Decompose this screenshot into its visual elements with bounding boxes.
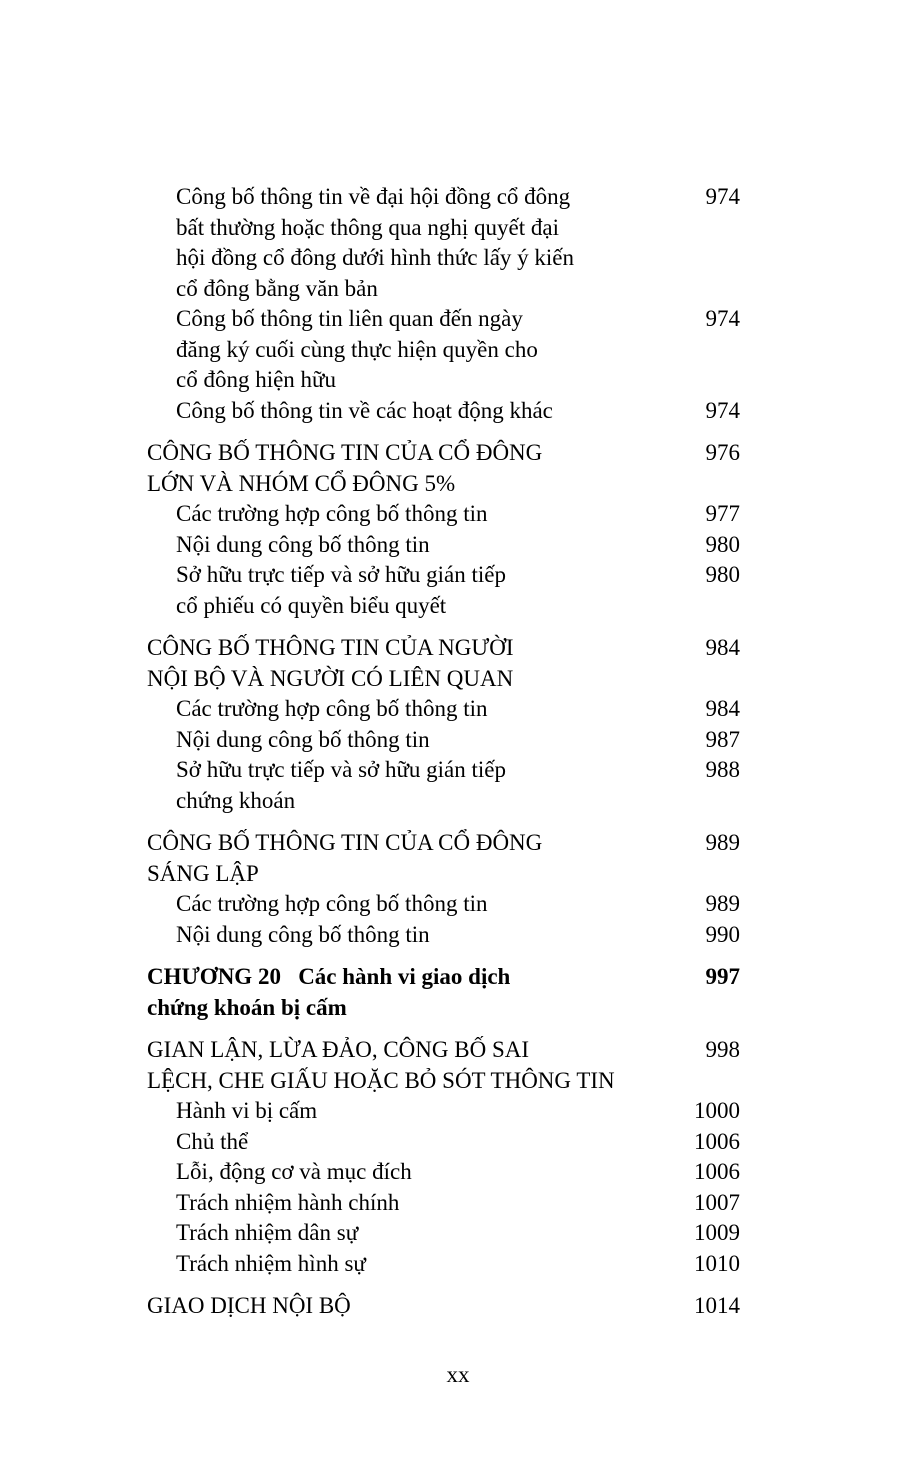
toc-entry-line: Sở hữu trực tiếp và sở hữu gián tiếp <box>176 562 507 587</box>
toc-entry <box>147 396 740 427</box>
toc-entry <box>147 1249 740 1280</box>
toc-entry-page-number: 997 <box>705 964 740 989</box>
toc-entry-title <box>176 1249 366 1280</box>
toc-entry-title <box>176 694 487 725</box>
toc-entry-line: chứng khoán bị cấm <box>147 994 347 1020</box>
toc-entry-title <box>176 182 574 304</box>
toc-entry-page-number: 1014 <box>694 1293 740 1318</box>
toc-entry-page-number: 990 <box>705 921 740 947</box>
toc-entry-line: Các trường hợp công bố thông tin <box>176 501 488 526</box>
toc-entry-line: Hành vi bị cấm <box>176 1098 318 1123</box>
toc-entry-page-number: 987 <box>705 726 740 752</box>
toc-entry-line: GIAN LẬN, LỪA ĐẢO, CÔNG BỐ SAI <box>147 1037 530 1062</box>
toc-entry-title <box>147 1291 351 1322</box>
toc-entry-title <box>176 1096 317 1127</box>
toc-entry <box>147 1291 740 1322</box>
toc-entry-line: Trách nhiệm hành chính <box>176 1189 400 1215</box>
page-number-footer: xx <box>446 1362 470 1387</box>
toc-entry <box>147 920 740 951</box>
toc-entry <box>147 1157 740 1188</box>
toc-entry-line: hội đồng cổ đông dưới hình thức lấy ý kiến <box>176 245 575 270</box>
toc-entry-title <box>147 962 510 1023</box>
toc-entry-title <box>176 755 506 816</box>
toc-entry-page-number: 1009 <box>694 1220 740 1245</box>
toc-entry <box>147 694 740 725</box>
toc-entry-page-number: 989 <box>705 891 740 916</box>
toc-entry-page-number: 1006 <box>694 1128 740 1154</box>
toc-entry-page-number: 984 <box>705 635 740 660</box>
toc-entry-line: Nội dung công bố thông tin <box>176 531 430 557</box>
toc-entry-title <box>176 304 538 396</box>
toc-entry-title <box>176 1157 412 1188</box>
toc-entry-title <box>176 530 430 561</box>
toc-entry <box>147 1035 740 1096</box>
toc-entry-page-number: 998 <box>705 1037 740 1062</box>
toc-entry <box>147 889 740 920</box>
toc-entry-page-number: 1000 <box>694 1098 740 1123</box>
toc-entry-page-number: 974 <box>705 184 740 209</box>
toc-entry-line: Lỗi, động cơ và mục đích <box>176 1159 412 1184</box>
toc-entry-line: GIAO DỊCH NỘI BỘ <box>147 1293 351 1318</box>
toc-entry <box>147 530 740 561</box>
toc-entry <box>147 962 740 1023</box>
toc-entry-line: bất thường hoặc thông qua nghị quyết đại <box>176 214 559 240</box>
toc-entry-line: SÁNG LẬP <box>147 860 259 886</box>
toc-entry-line: CHƯƠNG 20 Các hành vi giao dịch <box>147 964 511 989</box>
toc-entry <box>147 438 740 499</box>
toc-entry-title <box>176 889 487 920</box>
toc-entry-title <box>176 396 553 427</box>
toc-entry <box>147 1127 740 1158</box>
toc-entry-page-number: 1010 <box>694 1250 740 1276</box>
toc-entry-line: cổ phiếu có quyền biểu quyết <box>176 592 447 618</box>
toc-entry-title <box>147 1035 615 1096</box>
toc-entry-line: Chủ thể <box>176 1128 249 1154</box>
toc-entry-page-number: 980 <box>705 562 740 587</box>
toc-entry-page-number: 977 <box>705 501 740 526</box>
toc-entry <box>147 1188 740 1219</box>
toc-entry-line: LỆCH, CHE GIẤU HOẶC BỎ SÓT THÔNG TIN <box>147 1067 615 1093</box>
toc-entry-page-number: 974 <box>705 306 740 331</box>
toc-entry-line: LỚN VÀ NHÓM CỔ ĐÔNG 5% <box>147 470 456 496</box>
toc-entry-line: CÔNG BỐ THÔNG TIN CỦA NGƯỜI <box>147 635 514 660</box>
toc-entry-title <box>176 920 430 951</box>
toc-entry-title <box>176 1188 399 1219</box>
toc-entry-line: Nội dung công bố thông tin <box>176 726 430 752</box>
toc-entry-line: Công bố thông tin liên quan đến ngày <box>176 306 523 331</box>
toc-entry-line: Công bố thông tin về các hoạt động khác <box>176 397 553 423</box>
toc-entry-line: Các trường hợp công bố thông tin <box>176 891 488 916</box>
toc-entry-line: NỘI BỘ VÀ NGƯỜI CÓ LIÊN QUAN <box>147 665 514 691</box>
toc-entry-page-number: 989 <box>705 830 740 855</box>
toc-entry-page-number: 988 <box>705 757 740 782</box>
toc-entry-line: CÔNG BỐ THÔNG TIN CỦA CỔ ĐÔNG <box>147 440 543 465</box>
toc-entry-page-number: 1006 <box>694 1159 740 1184</box>
toc-entry-line: Trách nhiệm hình sự <box>176 1250 366 1276</box>
toc-entry-page-number: 974 <box>705 397 740 423</box>
toc-entry-line: Sở hữu trực tiếp và sở hữu gián tiếp <box>176 757 507 782</box>
toc-entry-title <box>176 499 487 530</box>
toc-entry <box>147 304 740 396</box>
toc-entry-line: chứng khoán <box>176 787 296 813</box>
toc-entry-line: cổ đông bằng văn bản <box>176 275 378 301</box>
toc-entry-title <box>176 1218 358 1249</box>
toc-entry-line: cổ đông hiện hữu <box>176 367 337 392</box>
toc-list <box>147 182 740 1322</box>
toc-entry <box>147 725 740 756</box>
toc-entry <box>147 560 740 621</box>
toc-entry-title <box>176 725 430 756</box>
toc-entry-page-number: 984 <box>705 696 740 721</box>
toc-entry <box>147 182 740 304</box>
toc-entry-line: CÔNG BỐ THÔNG TIN CỦA CỔ ĐÔNG <box>147 830 543 855</box>
toc-entry-line: đăng ký cuối cùng thực hiện quyền cho <box>176 336 538 362</box>
toc-entry-page-number: 1007 <box>694 1189 740 1215</box>
toc-entry-line: Trách nhiệm dân sự <box>176 1220 359 1245</box>
toc-entry-title <box>147 438 542 499</box>
toc-entry-title <box>176 560 506 621</box>
toc-entry-title <box>147 633 513 694</box>
toc-entry-title <box>147 828 542 889</box>
toc-entry-line: Công bố thông tin về đại hội đồng cổ đông <box>176 184 571 209</box>
toc-entry <box>147 1218 740 1249</box>
toc-entry <box>147 499 740 530</box>
toc-entry-title <box>176 1127 248 1158</box>
toc-entry-line: Nội dung công bố thông tin <box>176 921 430 947</box>
toc-entry-line: Các trường hợp công bố thông tin <box>176 696 488 721</box>
toc-entry <box>147 633 740 694</box>
toc-entry-page-number: 976 <box>705 440 740 465</box>
toc-entry-page-number: 980 <box>705 531 740 557</box>
toc-entry <box>147 755 740 816</box>
toc-entry <box>147 828 740 889</box>
toc-entry <box>147 1096 740 1127</box>
